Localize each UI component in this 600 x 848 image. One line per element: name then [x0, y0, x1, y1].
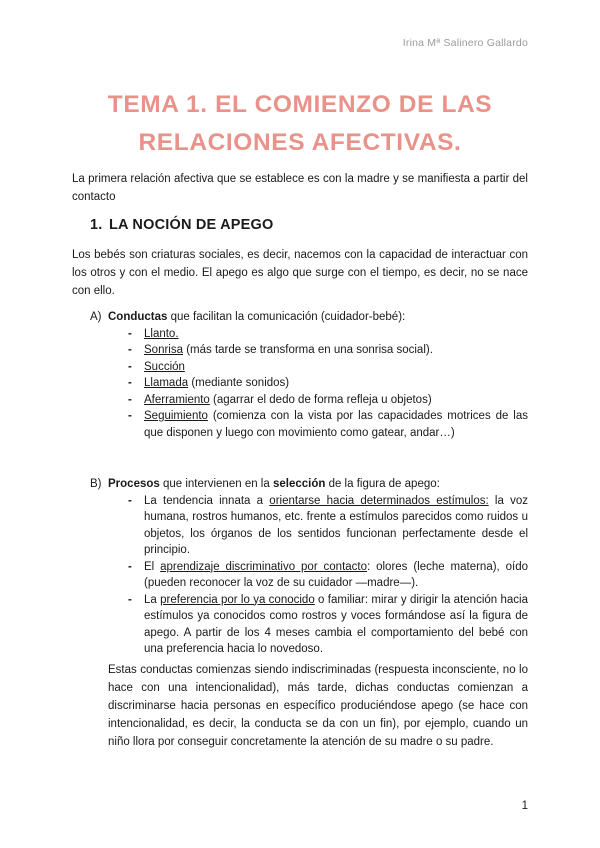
section-heading [90, 217, 273, 233]
author-header: Irina Mª Salinero Gallardo [402, 37, 528, 49]
section-paragraph: Los bebés son criaturas sociales, es decir, nacemos con la capacidad de interactuar con los otros y con el medio. El apego es algo que surge con el tiempo, es decir, no se nace con ello. [72, 249, 528, 297]
list-item [90, 559, 528, 592]
list-b-items [90, 493, 528, 658]
section-number: 1. [90, 217, 103, 233]
list-a-rest: que facilitan la comunicación (cuidador-bebé): [167, 311, 406, 323]
list-item-term: Sonrisa [144, 344, 183, 356]
closing-paragraph: Estas conductas comienzas siendo indiscriminadas (respuesta inconsciente, no lo hace con una intencionalidad), más tarde, dichas conductas comienzan a discriminarse hacia personas en específico produciéndose apego (se hace con intencionalidad, es decir, la conducta se da con un fin), por ejemplo, cuando un niño llora por conseguir concretamente la atención de su madre o su padre. [108, 664, 528, 748]
list-item-term: preferencia por lo ya conocido [160, 593, 315, 606]
list-item-pre: La tendencia innata a [144, 494, 270, 507]
list-item [90, 493, 528, 559]
list-item [90, 392, 528, 409]
list-b-rest: de la figura de apego: [325, 478, 440, 490]
list-b-mid: que intervienen en la [159, 478, 273, 490]
list-item-term: Llamada [144, 377, 189, 389]
list-item-desc: (agarrar el dedo de forma refleja u objetos) [209, 393, 432, 406]
section-heading-text: LA NOCIÓN DE APEGO [109, 217, 274, 233]
list-a [90, 309, 528, 441]
list-item-pre: La [144, 593, 161, 606]
list-item-term: Seguimiento [144, 410, 208, 422]
list-item-desc: (mediante sonidos) [188, 377, 290, 389]
list-item-term: orientarse hacia determinados estímulos: [269, 494, 489, 507]
list-a-lead [90, 309, 528, 326]
list-b-bold: Procesos [108, 478, 160, 490]
list-item-term: Succión [144, 360, 185, 373]
list-item [90, 359, 528, 376]
list-item [90, 326, 528, 343]
list-a-letter: A) [90, 311, 102, 323]
list-b-bold2: selección [272, 478, 326, 490]
list-a-items [90, 326, 528, 442]
list-item [90, 408, 528, 441]
list-item-term: Aferramiento [144, 393, 210, 406]
list-item-pre: El [144, 560, 161, 573]
list-item-desc: o familiar: mirar y dirigir la atención hacia estímulos ya conocidos como rostros y voces formándose así la figura de apego. A partir de los 4 meses cambia el comportamiento del bebé con una preferencia hacia lo novedoso. [144, 593, 528, 655]
list-a-bold: Conductas [108, 311, 168, 323]
list-item-desc: la voz humana, rostros humanos, etc. frente a estímulos parecidos como ruidos u objetos, los órganos de los sentidos funcionan perfectamente desde el principio. [144, 494, 528, 556]
list-item [90, 592, 528, 658]
list-item [90, 342, 528, 359]
list-item-term: aprendizaje discriminativo por contacto [160, 560, 368, 573]
list-item-desc: (comienza con la vista por las capacidades motrices de las que disponen y luego con movimiento como gatear, andar…) [144, 410, 528, 439]
page-number: 1 [521, 800, 528, 812]
list-b-lead [90, 476, 528, 493]
intro-paragraph: La primera relación afectiva que se establece es con la madre y se manifiesta a partir del contacto [72, 173, 528, 203]
page-title: TEMA 1. EL COMIENZO DE LAS RELACIONES AFECTIVAS. [107, 91, 493, 156]
list-b-letter: B) [90, 478, 102, 490]
list-item-term: Llanto. [144, 327, 179, 340]
list-item-desc: : olores (leche materna), oído (pueden reconocer la voz de su cuidador —madre—). [144, 560, 529, 589]
list-b [90, 476, 528, 658]
list-item [90, 375, 528, 392]
list-item-desc: (más tarde se transforma en una sonrisa social). [183, 344, 433, 356]
